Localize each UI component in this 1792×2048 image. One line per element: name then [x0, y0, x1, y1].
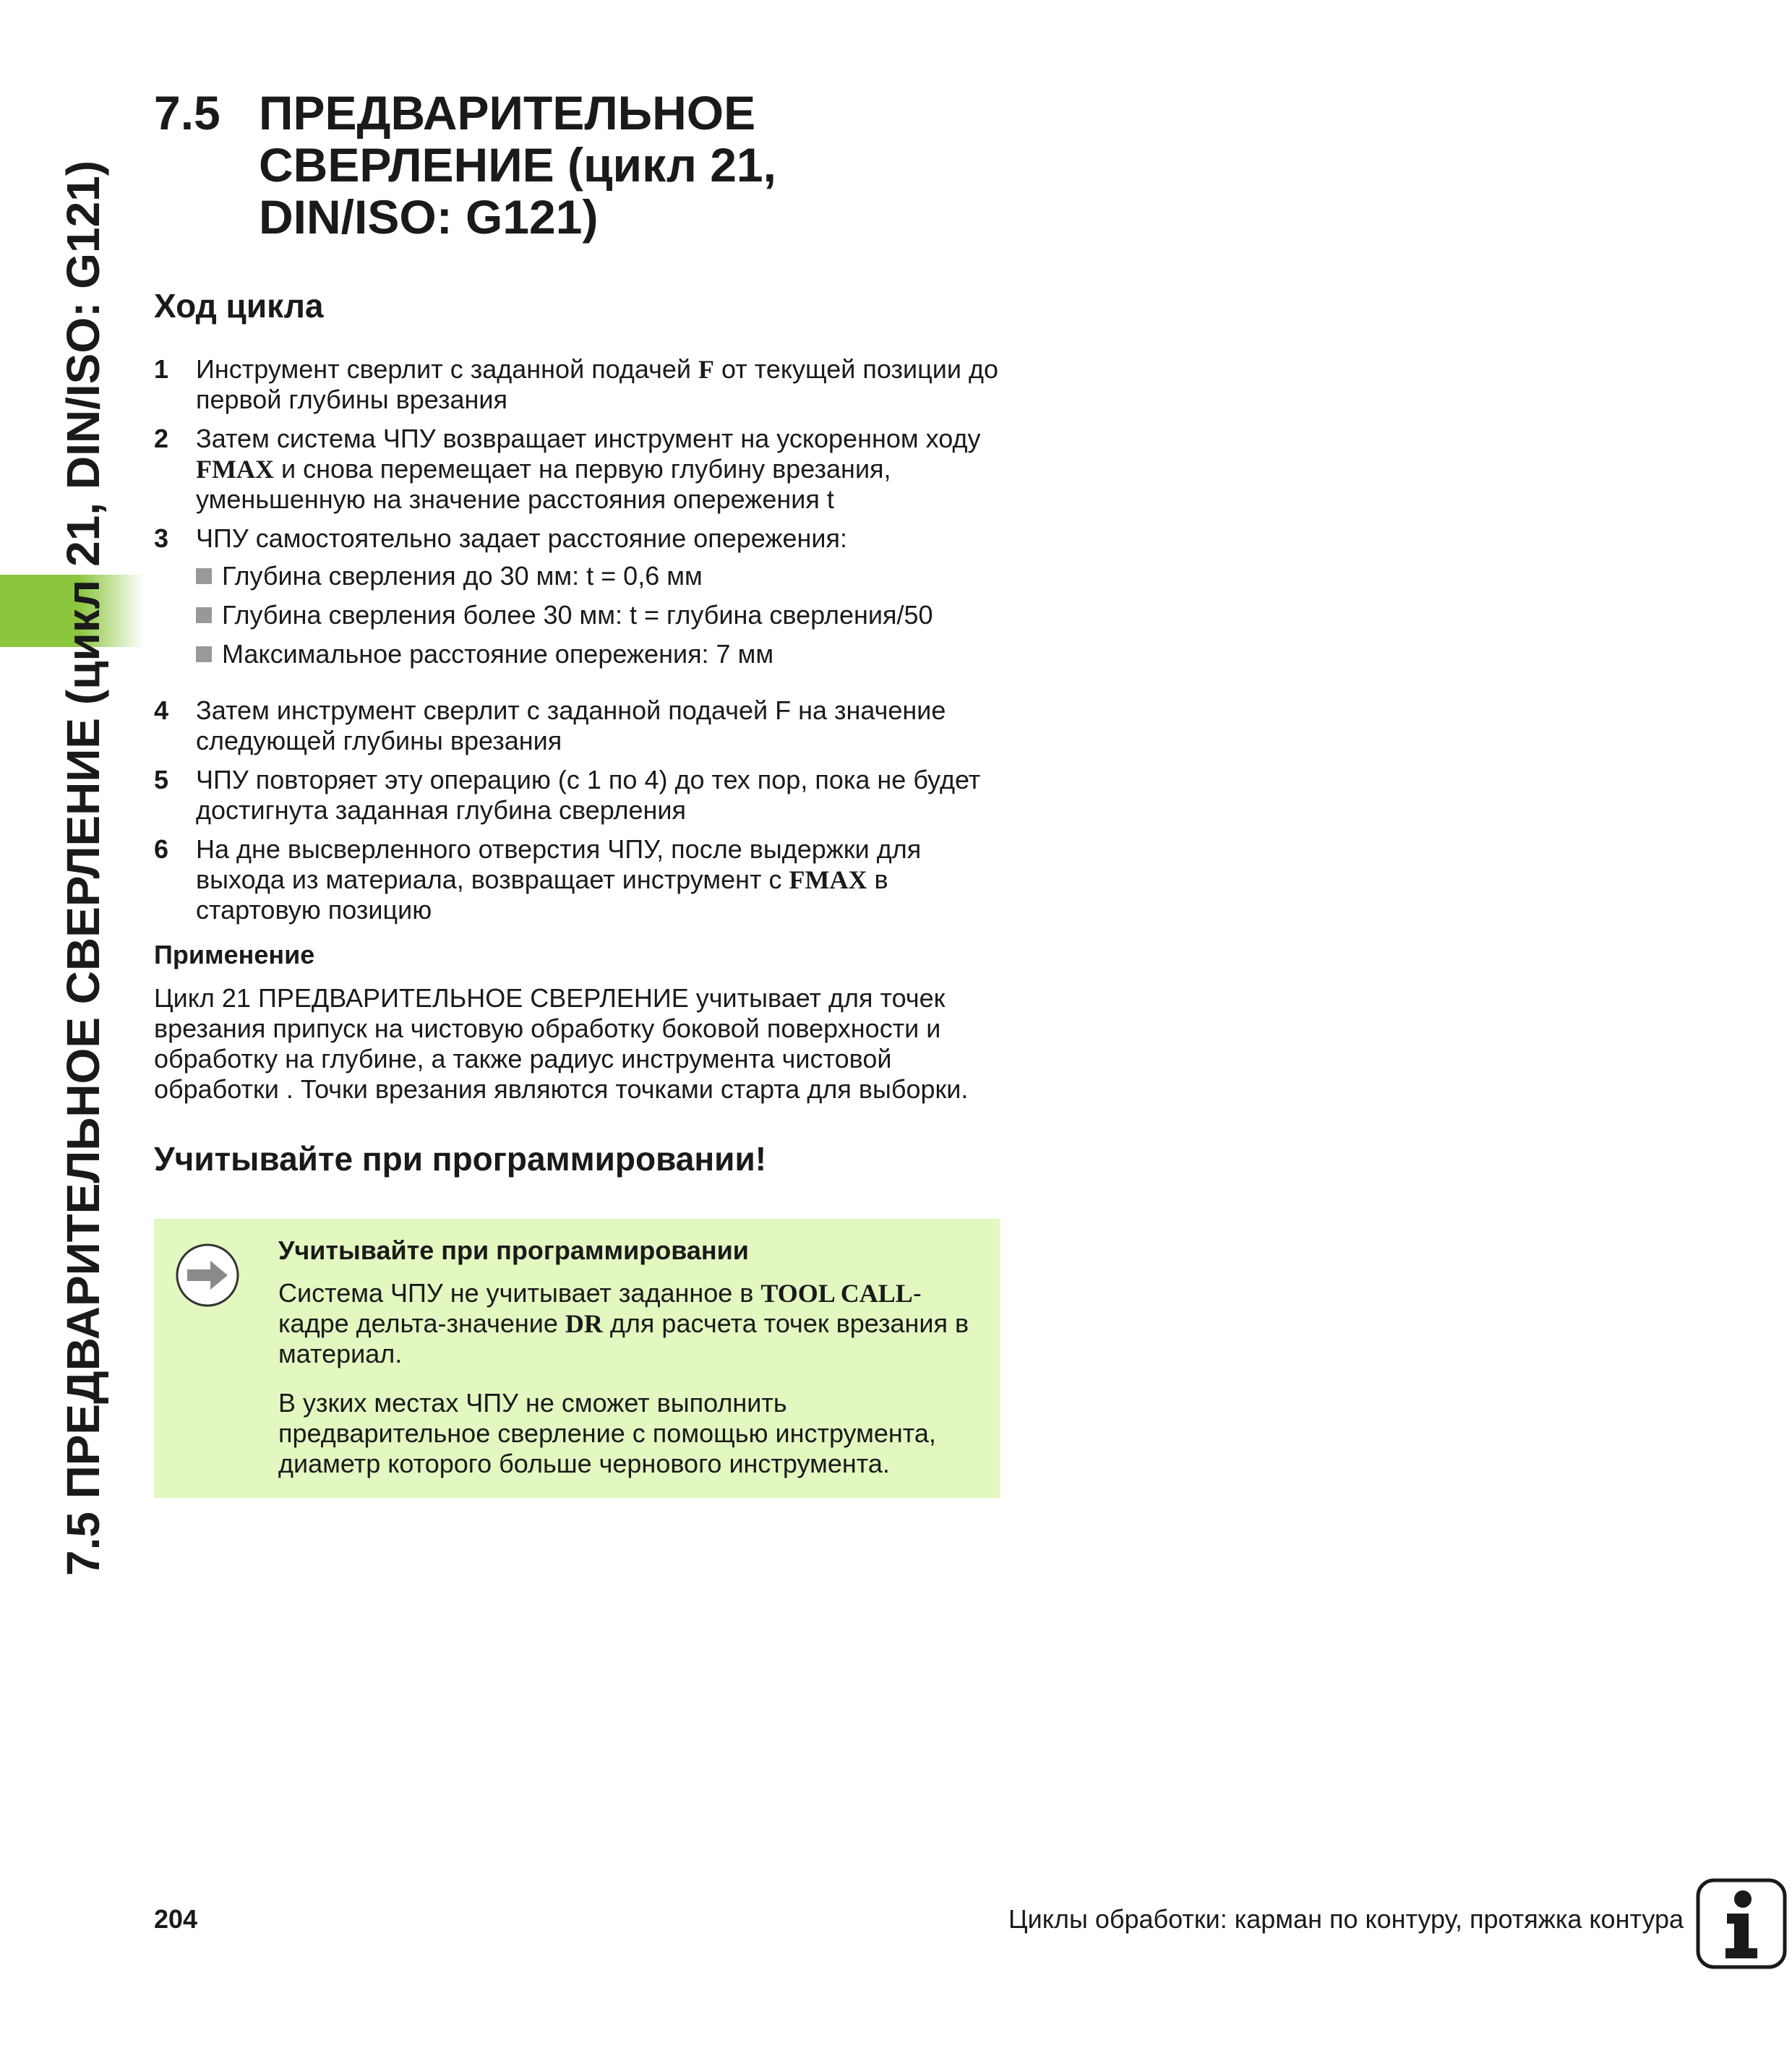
side-chapter-title: 7.5 ПРЕДВАРИТЕЛЬНОЕ СВЕРЛЕНИЕ (цикл 21, DIN/ISO: G121) — [57, 160, 109, 1576]
note-paragraph: В узких местах ЧПУ не сможет выполнить предварительное сверление с помощью инструмента, диаметр которого больше чернового инструмента. — [278, 1388, 936, 1478]
programming-note-box — [154, 1219, 1000, 1498]
bullet-item: Глубина сверления до 30 мм: t = 0,6 мм — [196, 561, 1000, 591]
step-number: 3 — [154, 523, 169, 553]
arrow-right-icon — [174, 1242, 241, 1308]
step-text: ЧПУ повторяет эту операцию (с 1 по 4) до тех пор, пока не будет достигнута заданная глубина сверления — [196, 765, 981, 825]
note-paragraph: Система ЧПУ не учитывает заданное в TOOL CALL-кадре дельта-значение DR для расчета точек врезания в материал. — [278, 1278, 969, 1368]
code-dr: DR — [565, 1309, 603, 1338]
step-number: 2 — [154, 424, 169, 453]
bullet-item: Максимальное расстояние опережения: 7 мм — [196, 639, 1000, 669]
application-heading: Применение — [154, 940, 315, 969]
note-title: Учитывайте при программировании — [278, 1235, 749, 1265]
step-item — [154, 765, 1000, 826]
step-item — [154, 523, 1000, 687]
step-number: 5 — [154, 765, 169, 794]
application-text: Цикл 21 ПРЕДВАРИТЕЛЬНОЕ СВЕРЛЕНИЕ учитывает для точек врезания припуск на чистовую обработку боковой поверхности и обработку на глубине, а также радиус инструмента чистовой обработки . Точки врезания являются точками старта для выборки. — [154, 983, 969, 1104]
step-number: 4 — [154, 695, 169, 725]
bullet-item: Глубина сверления более 30 мм: t = глубина сверления/50 — [196, 600, 1000, 630]
page-number: 204 — [154, 1904, 198, 1934]
step-text: Инструмент сверлит с заданной подачей F от текущей позиции до первой глубины врезания — [196, 354, 998, 414]
cycle-steps-list — [154, 354, 1000, 925]
page-content — [154, 87, 1000, 1498]
step3-bullet-list — [196, 561, 1000, 669]
chapter-heading — [154, 87, 1000, 243]
chapter-title: ПРЕДВАРИТЕЛЬНОЕ СВЕРЛЕНИЕ (цикл 21, DIN/ISO: G121) — [259, 86, 776, 244]
step-text: Затем система ЧПУ возвращает инструмент на ускоренном ходу FMAX и снова перемещает на первую глубину врезания, уменьшенную на значение расстояния опережения t — [196, 424, 981, 514]
step-item — [154, 834, 1000, 925]
programming-notes-heading: Учитывайте при программировании! — [154, 1140, 767, 1178]
step-number: 1 — [154, 354, 169, 384]
step-text: ЧПУ самостоятельно задает расстояние опережения: Глубина сверления до 30 мм: t = 0,6 мм Глубина сверления более 30 мм: t = глубина сверления/50 Максимальное расстояние опережения: 7 мм — [196, 523, 1000, 687]
bullet-square-icon — [196, 568, 212, 584]
code-tool-call: TOOL CALL — [760, 1279, 913, 1308]
step-item — [154, 695, 1000, 756]
step-text: На дне высверленного отверстия ЧПУ, после выдержки для выхода из материала, возвращает инструмент с FMAX в стартовую позицию — [196, 834, 922, 925]
chapter-number: 7.5 — [154, 86, 220, 140]
step-item — [154, 354, 1000, 415]
code-fmax: FMAX — [196, 455, 274, 484]
footer-chapter-title: Циклы обработки: карман по контуру, протяжка контура — [1008, 1904, 1684, 1934]
step-item — [154, 424, 1000, 515]
code-fmax: FMAX — [789, 865, 867, 894]
bullet-square-icon — [196, 607, 212, 623]
info-icon — [1695, 1877, 1788, 1970]
step-number: 6 — [154, 834, 169, 864]
step-text: Затем инструмент сверлит с заданной подачей F на значение следующей глубины врезания — [196, 695, 946, 755]
bullet-square-icon — [196, 646, 212, 662]
cycle-sequence-heading: Ход цикла — [154, 287, 324, 325]
code-f: F — [698, 355, 715, 384]
